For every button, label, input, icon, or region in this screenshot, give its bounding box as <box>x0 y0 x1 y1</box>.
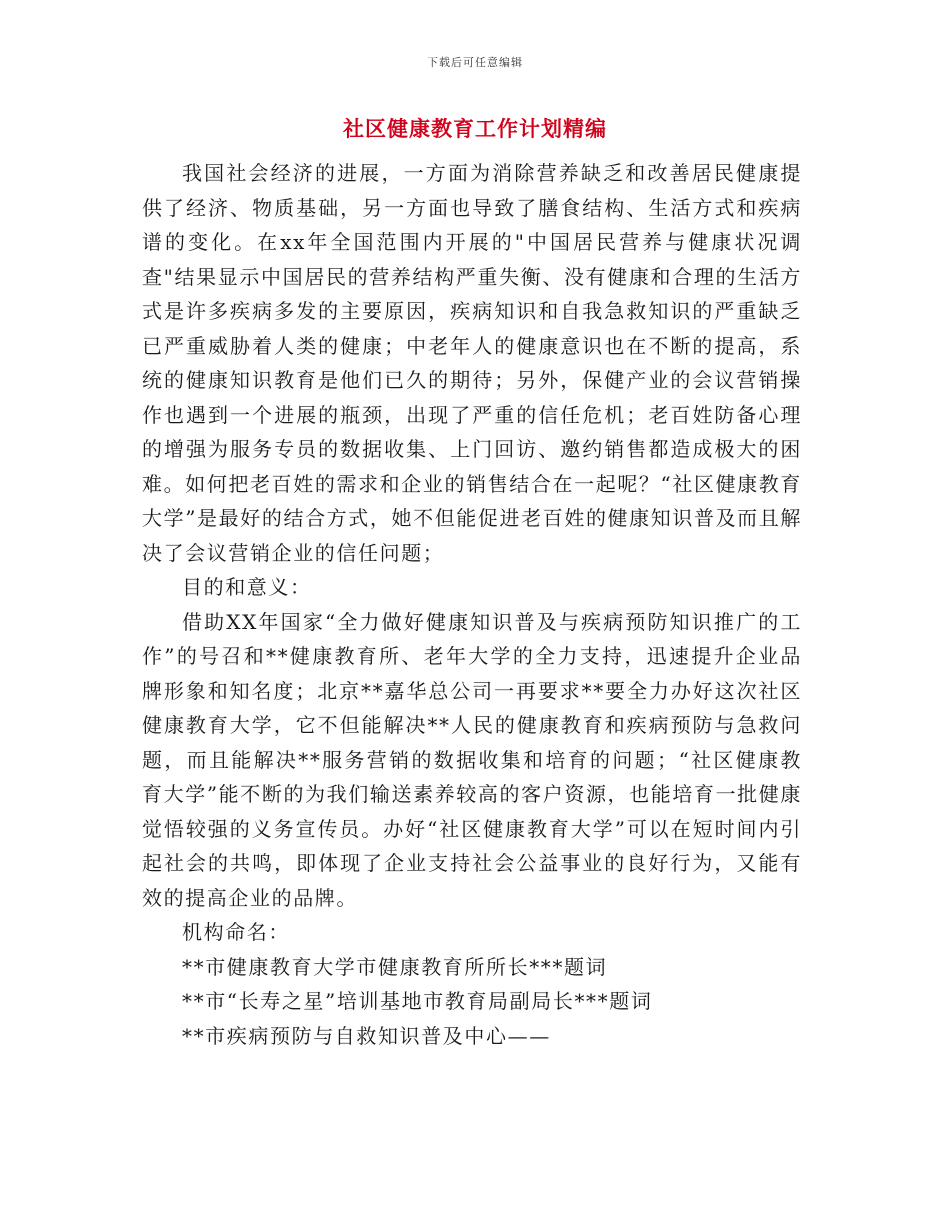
purpose-heading: 目的和意义： <box>182 575 312 599</box>
purpose-paragraph: 借助XX年国家“全力做好健康知识普及与疾病预防知识推广的工作”的号召和**健康教育所、老年大学的全力支持，迅速提升企业品牌形象和知名度；北京**嘉华总公司一再要求**要全力办好这次社区健康教育大学，它不但能解决**人民的健康教育和疾病预防与急救问题，而且能解决**服务营销的数据收集和培育的问题；“社区健康教育大学”能不断的为我们输送素养较高的客户资源，也能培育一批健康觉悟较强的义务宣传员。办好“社区健康教育大学”可以在短时间内引起社会的共鸣，即体现了企业支持社会公益事业的良好行为，又能有效的提高企业的品牌。 <box>142 609 802 910</box>
naming-line-2: **市“长寿之星”培训基地市教育局副局长***题词 <box>182 989 653 1013</box>
document-body <box>142 156 802 1053</box>
page-header-note: 下载后可任意编辑 <box>427 56 523 69</box>
naming-line-1: **市健康教育大学市健康教育所所长***题词 <box>182 954 608 979</box>
naming-heading: 机构命名： <box>182 920 290 944</box>
intro-paragraph: 我国社会经济的进展，一方面为消除营养缺乏和改善居民健康提供了经济、物质基础，另一方面也导致了膳食结构、生活方式和疾病谱的变化。在xx年全国范围内开展的"中国居民营养与健康状况调查"结果显示中国居民的营养结构严重失衡、没有健康和合理的生活方式是许多疾病多发的主要原因，疾病知识和自我急救知识的严重缺乏已严重威胁着人类的健康；中老年人的健康意识也在不断的提高，系统的健康知识教育是他们已久的期待；另外，保健产业的会议营销操作也遇到一个进展的瓶颈，出现了严重的信任危机；老百姓防备心理的增强为服务专员的数据收集、上门回访、邀约销售都造成极大的困难。如何把老百姓的需求和企业的销售结合在一起呢？“社区健康教育大学”是最好的结合方式，她不但能促进老百姓的健康知识普及而且解决了会议营销企业的信任问题； <box>142 161 802 565</box>
naming-line-3: **市疾病预防与自救知识普及中心—— <box>182 1023 551 1048</box>
document-title: 社区健康教育工作计划精编 <box>343 116 607 141</box>
